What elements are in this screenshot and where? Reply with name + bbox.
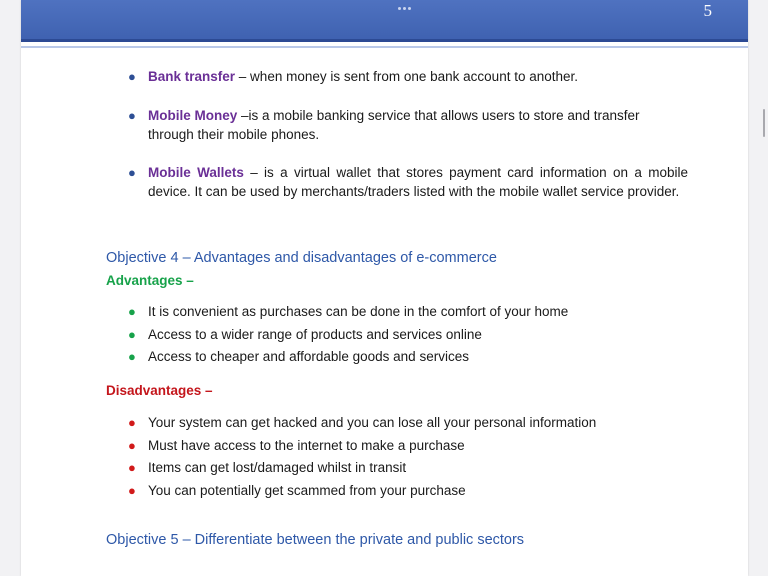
- objective-5-heading: Objective 5 – Differentiate between the private and public sectors: [106, 532, 525, 548]
- disadvantages-heading: Disadvantages –: [106, 383, 213, 398]
- list-item: ● Must have access to the internet to make a purchase: [128, 435, 596, 458]
- term-label: Mobile Wallets: [148, 165, 244, 180]
- advantages-list: [128, 301, 568, 369]
- list-item-bank-transfer: [128, 67, 688, 86]
- bullet-icon: ●: [128, 304, 136, 319]
- bullet-icon: ●: [128, 437, 136, 453]
- bullet-icon: ●: [128, 108, 136, 123]
- bullet-icon: ●: [128, 165, 136, 180]
- list-item: ● Your system can get hacked and you can lose all your personal information: [128, 412, 596, 435]
- term-description: – is a virtual wallet that stores payment card information on a mobile device. It can be used by merchants/traders listed with the mobile wallet service provider.: [148, 165, 688, 199]
- list-item-mobile-wallets: [128, 163, 688, 201]
- bullet-icon: ●: [128, 69, 136, 84]
- list-item: ● Access to cheaper and affordable goods and services: [128, 346, 568, 369]
- advantages-heading: Advantages –: [106, 273, 194, 288]
- term-label: Bank transfer: [148, 69, 236, 84]
- bullet-icon: ●: [128, 349, 136, 364]
- page-header-band: [21, 0, 748, 42]
- objective-4-heading: Objective 4 – Advantages and disadvantages of e-commerce: [106, 250, 497, 266]
- drag-handle-icon[interactable]: [398, 7, 411, 10]
- list-item: ● Access to a wider range of products and services online: [128, 324, 568, 347]
- header-divider: [21, 46, 748, 48]
- scrollbar-thumb[interactable]: [763, 109, 765, 137]
- list-item: ● You can potentially get scammed from your purchase: [128, 480, 596, 503]
- list-item: ● It is convenient as purchases can be done in the comfort of your home: [128, 301, 568, 324]
- term-description: –is a mobile banking service that allows users to store and transfer through their mobile phones.: [148, 108, 640, 142]
- list-item-mobile-money: [128, 106, 688, 144]
- term-label: Mobile Money: [148, 108, 238, 123]
- term-description: – when money is sent from one bank account to another.: [235, 69, 579, 84]
- bullet-icon: ●: [128, 326, 136, 342]
- bullet-icon: ●: [128, 415, 136, 430]
- disadvantages-list: [128, 412, 596, 502]
- bullet-icon: ●: [128, 460, 136, 475]
- list-item: ● Items can get lost/damaged whilst in transit: [128, 457, 596, 480]
- bullet-icon: ●: [128, 482, 136, 498]
- page-number: 5: [703, 1, 712, 20]
